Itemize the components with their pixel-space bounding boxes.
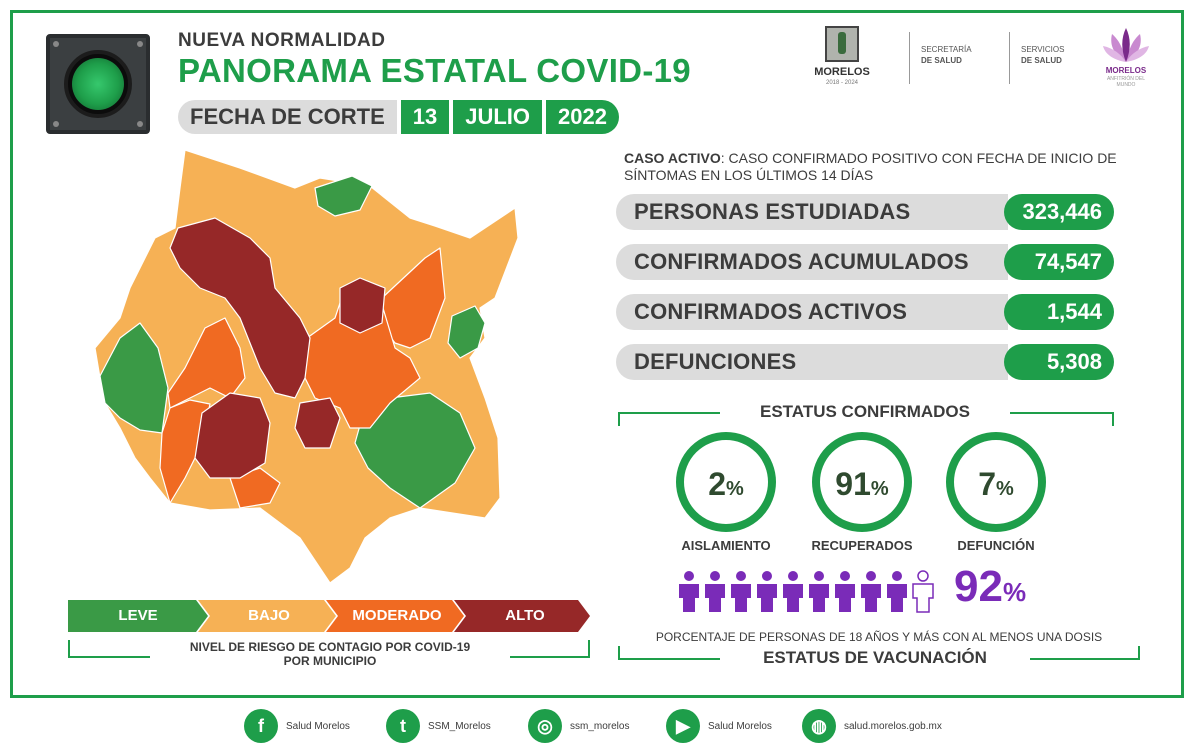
morelos-logo-text: MORELOS (814, 66, 870, 78)
morelos-logo-years: 2018 - 2024 (825, 80, 859, 86)
recuperados-ring (812, 432, 912, 532)
recuperados-unit: % (870, 478, 889, 500)
vaccination-note: PORCENTAJE DE PERSONAS DE 18 AÑOS Y MÁS CON AL MENOS UNA DOSIS (655, 630, 1103, 644)
stat-row (616, 344, 1116, 380)
social-youtube[interactable] (666, 708, 772, 744)
secretaria-line2: DE SALUD (921, 56, 962, 65)
legend-caption (150, 640, 510, 668)
morelos-flower-logo-icon (1103, 26, 1149, 66)
social-instagram[interactable] (528, 708, 629, 744)
legend-label-leve: LEVE (118, 607, 158, 624)
cutoff-date-month: JULIO (453, 100, 542, 134)
stat-label: CONFIRMADOS ACTIVOS (616, 294, 1008, 330)
person-vaccinated-icon (861, 571, 881, 612)
social-footer (0, 704, 1200, 748)
person-vaccinated-icon (783, 571, 803, 612)
vaccination-percent (954, 562, 1026, 612)
person-vaccinated-icon (731, 571, 751, 612)
legend-label-bajo: BAJO (248, 607, 290, 624)
risk-legend (68, 600, 590, 632)
facebook-icon: f (244, 709, 278, 743)
twitter-icon: t (386, 709, 420, 743)
morelos-coat-of-arms-icon (825, 26, 859, 62)
servicios-line2: DE SALUD (1021, 56, 1062, 65)
defuncion-label: DEFUNCIÓN (957, 538, 1035, 553)
social-label: SSM_Morelos (428, 720, 491, 732)
aislamiento-ring (676, 432, 776, 532)
legend-caption-text: NIVEL DE RIESGO DE CONTAGIO POR (189, 640, 415, 654)
traffic-light-icon (46, 34, 150, 134)
map-region-alto (340, 278, 385, 333)
legend-label-moderado: MODERADO (352, 607, 442, 624)
cutoff-date-day: 13 (401, 100, 449, 134)
person-vaccinated-icon (809, 571, 829, 612)
person-vaccinated-icon (679, 571, 699, 612)
recuperados-label: RECUPERADOS (811, 538, 913, 553)
stat-value: 74,547 (1004, 244, 1114, 280)
estatus-title: ESTATUS CONFIRMADOS (720, 402, 1010, 422)
stat-label: PERSONAS ESTUDIADAS (616, 194, 1008, 230)
servicios-line1: SERVICIOS (1021, 45, 1065, 54)
institution-logos (805, 22, 1155, 92)
web-icon: ◍ (802, 709, 836, 743)
cutoff-date (178, 100, 619, 134)
morelos-brand-sub: ANFITRIÓN DEL MUNDO (1106, 76, 1146, 88)
stat-label: CONFIRMADOS ACUMULADOS (616, 244, 1008, 280)
defuncion-unit: % (996, 478, 1014, 500)
youtube-icon: ▶ (666, 709, 700, 743)
social-web[interactable] (802, 708, 942, 744)
social-label: ssm_morelos (570, 720, 630, 732)
green-light-icon (72, 58, 124, 110)
morelos-risk-map (90, 148, 530, 588)
person-vaccinated-icon (757, 571, 777, 612)
person-unvaccinated-icon (913, 571, 933, 612)
cutoff-date-label: FECHA DE CORTE (178, 100, 397, 134)
social-label: salud.morelos.gob.mx (844, 720, 942, 732)
defuncion-ring (946, 432, 1046, 532)
person-vaccinated-icon (887, 571, 907, 612)
page-subtitle: NUEVA NORMALIDAD (178, 30, 386, 51)
stat-row (616, 194, 1116, 230)
stat-label: DEFUNCIONES (616, 344, 1008, 380)
vaccination-title: ESTATUS DE VACUNACIÓN (720, 648, 1030, 668)
servicios-salud-logo (1021, 44, 1064, 66)
aislamiento-label: AISLAMIENTO (681, 538, 771, 553)
defuncion-value: 7 (978, 466, 996, 502)
aislamiento-value: 2 (708, 466, 726, 502)
secretaria-salud-logo (921, 44, 972, 66)
secretaria-line1: SECRETARÍA (921, 45, 972, 54)
stat-value: 5,308 (1004, 344, 1114, 380)
active-case-text: : CASO CONFIRMADO POSITIVO CON FECHA DE INICIO DE SÍNTOMAS EN LOS ÚLTIMOS 14 DÍAS (624, 150, 1117, 183)
legend-caption-bold: COVID-19 (414, 640, 471, 654)
legend-label-alto: ALTO (505, 607, 545, 624)
vaccination-unit: % (1002, 577, 1027, 607)
stat-row (616, 244, 1116, 280)
aislamiento-unit: % (726, 478, 744, 500)
social-label: Salud Morelos (708, 720, 772, 732)
person-vaccinated-icon (705, 571, 725, 612)
vaccination-value: 92 (954, 562, 1003, 611)
active-case-definition (624, 150, 1124, 184)
person-vaccinated-icon (835, 571, 855, 612)
social-label: Salud Morelos (286, 720, 350, 732)
stat-value: 323,446 (1004, 194, 1114, 230)
legend-caption-line2: POR MUNICIPIO (283, 654, 377, 668)
cutoff-date-year: 2022 (546, 100, 619, 134)
social-facebook[interactable] (244, 708, 350, 744)
active-case-term: CASO ACTIVO (624, 150, 721, 166)
morelos-brand-text: MORELOS (1105, 66, 1147, 75)
vaccination-people-icons (676, 570, 936, 614)
stat-row (616, 294, 1116, 330)
instagram-icon: ◎ (528, 709, 562, 743)
page-title: PANORAMA ESTATAL COVID-19 (178, 52, 691, 89)
recuperados-value: 91 (835, 466, 871, 502)
stat-value: 1,544 (1004, 294, 1114, 330)
social-twitter[interactable] (386, 708, 491, 744)
